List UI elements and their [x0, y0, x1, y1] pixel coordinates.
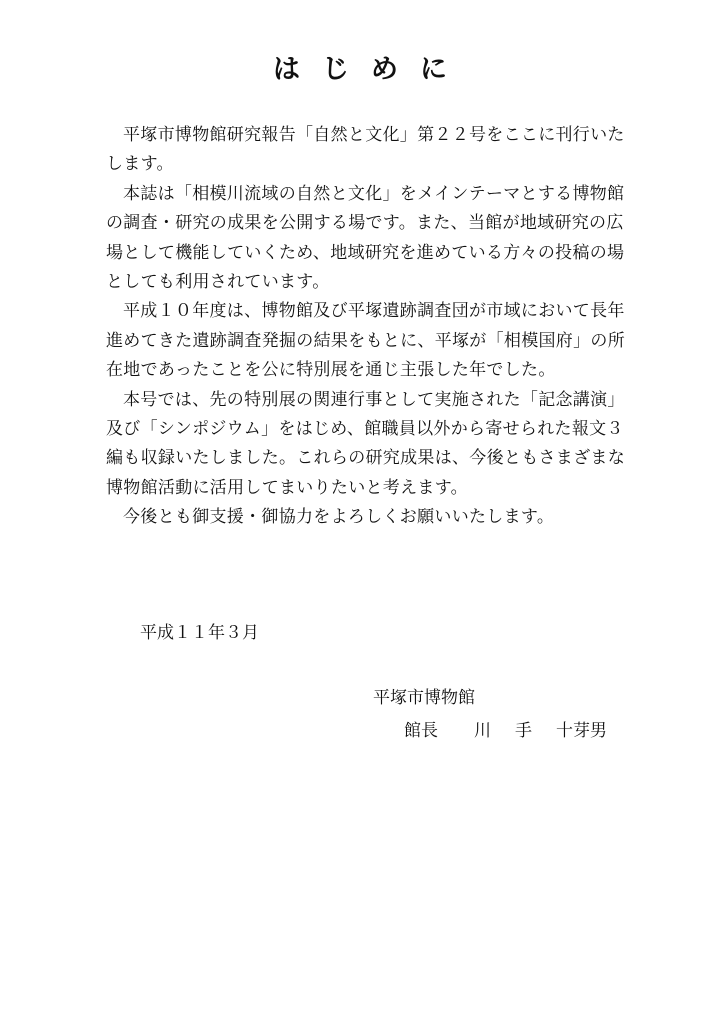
signature-name-part-1: 川 — [474, 721, 491, 741]
organization-name: 平塚市博物館 — [373, 688, 475, 708]
paragraph-5: 今後とも御支援・御協力をよろしくお願いいたします。 — [123, 507, 555, 528]
signature — [404, 719, 607, 743]
publication-date: 平成１１年３月 — [140, 623, 259, 643]
document-title: はじめに — [273, 54, 469, 85]
paragraph-3: 平成１０年度は、博物館及び平塚遺跡調査団が市域において長年進めてきた遺跡調査発掘の結果をもとに、平塚が「相模国府」の所在地であったことを公に特別展を通じ主張した年でした。 — [106, 301, 625, 381]
signature-given-name: 十芽男 — [556, 721, 607, 741]
signature-position: 館長 — [404, 721, 438, 741]
paragraph-4: 本号では、先の特別展の関連行事として実施された「記念講演」及び「シンポジウム」をはじめ、館職員以外から寄せられた報文３編も収録いたしました。これらの研究成果は、今後ともさまざまな博物館活動に活用してまいりたいと考えます。 — [106, 389, 625, 498]
paragraph-1: 平塚市博物館研究報告「自然と文化」第２２号をここに刊行いたします。 — [106, 125, 625, 175]
document-body — [106, 121, 630, 533]
paragraph-2: 本誌は「相模川流域の自然と文化」をメインテーマとする博物館の調査・研究の成果を公開する場です。また、当館が地域研究の広場として機能していくため、地域研究を進めている方々の投稿の場としても利用されています。 — [106, 183, 625, 293]
signature-name-part-2: 手 — [515, 721, 532, 741]
